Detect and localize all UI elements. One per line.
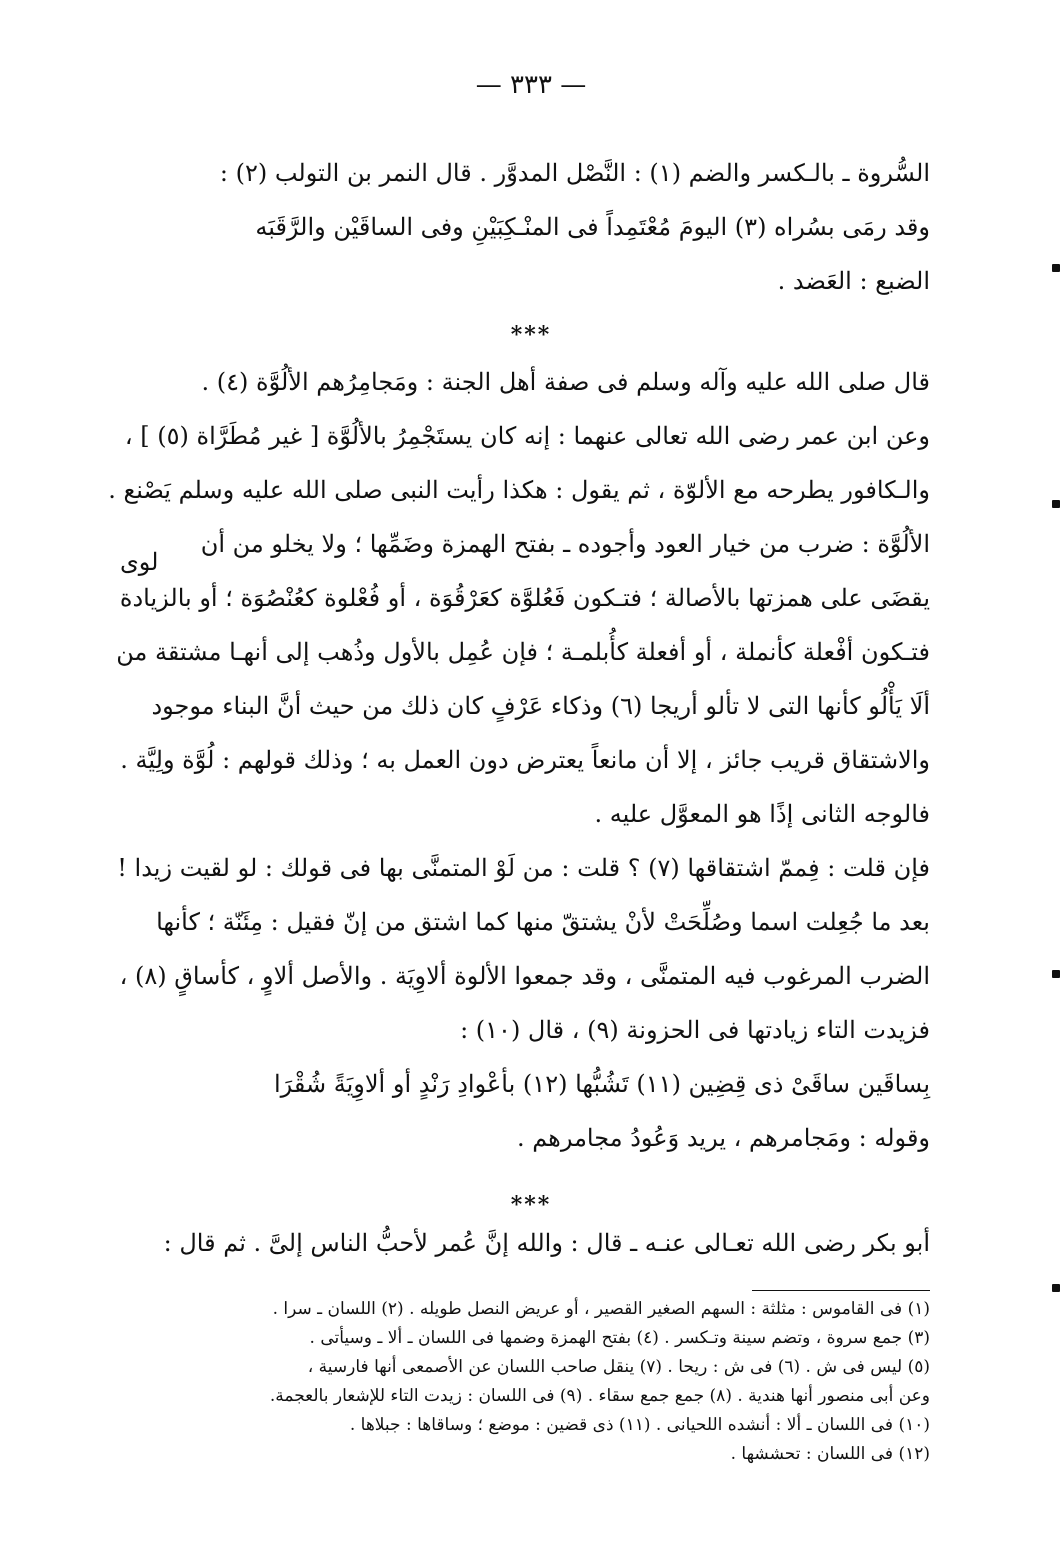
footnote-line: (١٠) فى اللسان ـ ألا : أنشده اللحيانى . (١١) ذى قضين : موضع ؛ وساقاها : جبلاها . [349,1415,930,1435]
text-line: فتـكون أفْعلة كأنملة ، أو أفعلة كأُبلمـة ؛ فإن عُمِل بالأول وذُهب إلى أنهـا مشتقة من [116,638,930,666]
section-3 [163,1216,930,1270]
verse-line: بِساقَين ساقَىْ ذى قِضِين (١١) تَشُبُّها (١٢) بأعْوادِ رَنْدٍ أو ألاوِيَةً شُقْرَا [273,1070,930,1098]
section-separator: *** [510,1192,552,1218]
footnote-line: (٥) ليس فى ش . (٦) فى ش : ريحا . (٧) ينقل صاحب اللسان عن الأصمعى أنها فارسية ، [307,1357,930,1377]
margin-mark [1052,970,1060,978]
footnote-line: (١) فى القاموس : مثلثة : السهم الصغير القصير ، أو عريض النصل طويله . (٢) اللسان ـ سرا . [272,1299,930,1319]
text-line: فإن قلت : فِممّ اشتقاقها (٧) ؟ قلت : من لَوْ المتمنَّى بها فى قولك : لو لقيت زيدا ! [117,854,930,882]
section-separator: *** [510,322,552,348]
margin-mark [1052,264,1060,272]
text-line: بعد ما جُعِلت اسما وصُلِّحَتْ لأنْ يشتقّ منها كما اشتق من إنّ فقيل : مِئَنّة ؛ كأنها [156,908,930,936]
text-line: يقضَى على همزتها بالأصالة ؛ فتـكون فَعُلوَّة كعَرْقُوَة ، أو فُعْلوة كعُنْصُوَة ؛ أو بالزيادة [119,584,930,612]
text-line: والـكافور يطرحه مع الألوّة ، ثم يقول : هكذا رأيت النبى صلى الله عليه وسلم يَصْنع . [108,476,930,504]
page-number: — ٣٣٣ — [475,70,587,100]
text-line: وقوله : ومَجامرهم ، يريد وَعُودُ مجامرهم . [516,1124,930,1152]
text-line: السُّروة ـ بالـكسر والضم (١) : النَّصْل المدوَّر . قال النمر بن التولب (٢) : [219,159,930,187]
text-line: فالوجه الثانى إذًا هو المعوَّل عليه . [594,800,930,828]
text-line: قال صلى الله عليه وآله وسلم فى صفة أهل الجنة : ومَجامِرُهم الألُوَّة (٤) . [201,368,930,396]
text-line: أبو بكر رضى الله تعـالى عنـه ـ قال : والله إنَّ عُمر لأحبُّ الناس إلىَّ . ثم قال : [163,1229,930,1257]
margin-root-note: لوى [120,548,159,576]
text-line: ألَا يَأْلُو كأنها التى لا تألو أريجا (٦) وذكاء عَرْفٍ كان ذلك من حيث أنَّ البناء موجود [151,692,930,720]
footnote-rule [752,1290,930,1291]
text-line: وعن ابن عمر رضى الله تعالى عنهما : إنه كان يستَجْمِرُ بالألُوَّة [ غير مُطَرَّاة (٥) ] ، [124,422,930,450]
footnote-line: وعن أبى منصور أنها هندية . (٨) جمع جمع سقاء . (٩) فى اللسان : زيدت التاء للإشعار بالعجمة. [269,1386,930,1406]
footnote-line: (٣) جمع سروة ، وتضم سينة وتـكسر . (٤) بفتح الهمزة وضمها فى اللسان ـ ألا ـ وسيأتى . [309,1328,930,1348]
text-line: الألُوَّة : ضرب من خيار العود وأجوده ـ بفتح الهمزة وضَمِّها ؛ ولا يخلو من أن [200,530,930,558]
text-line: فزيدت التاء زيادتها فى الحزونة (٩) ، قال (١٠) : [460,1016,930,1044]
verse-line: وقد رمَى بسُراه (٣) اليومَ مُعْتَمِداً فى المنْـكِبَيْنِ وفى الساقَيْن والرَّقَبَه [255,213,930,241]
text-line: والاشتقاق قريب جائز ، إلا أن مانعاً يعترض دون العمل به ؛ وذلك قولهم : لُوَّة ولِيَّة . [120,746,930,774]
text-line: الضرب المرغوب فيه المتمنَّى ، وقد جمعوا الألوة ألاوِيَة . والأصل ألاوٍ ، كأساقٍ (٨) ، [119,962,930,990]
text-line: الضبع : العَضد . [777,267,930,295]
footnote-line: (١٢) فى اللسان : تحششها . [730,1444,930,1464]
margin-mark [1052,500,1060,508]
section-1 [190,146,930,308]
footnotes [190,1295,930,1469]
margin-mark [1052,1284,1060,1292]
